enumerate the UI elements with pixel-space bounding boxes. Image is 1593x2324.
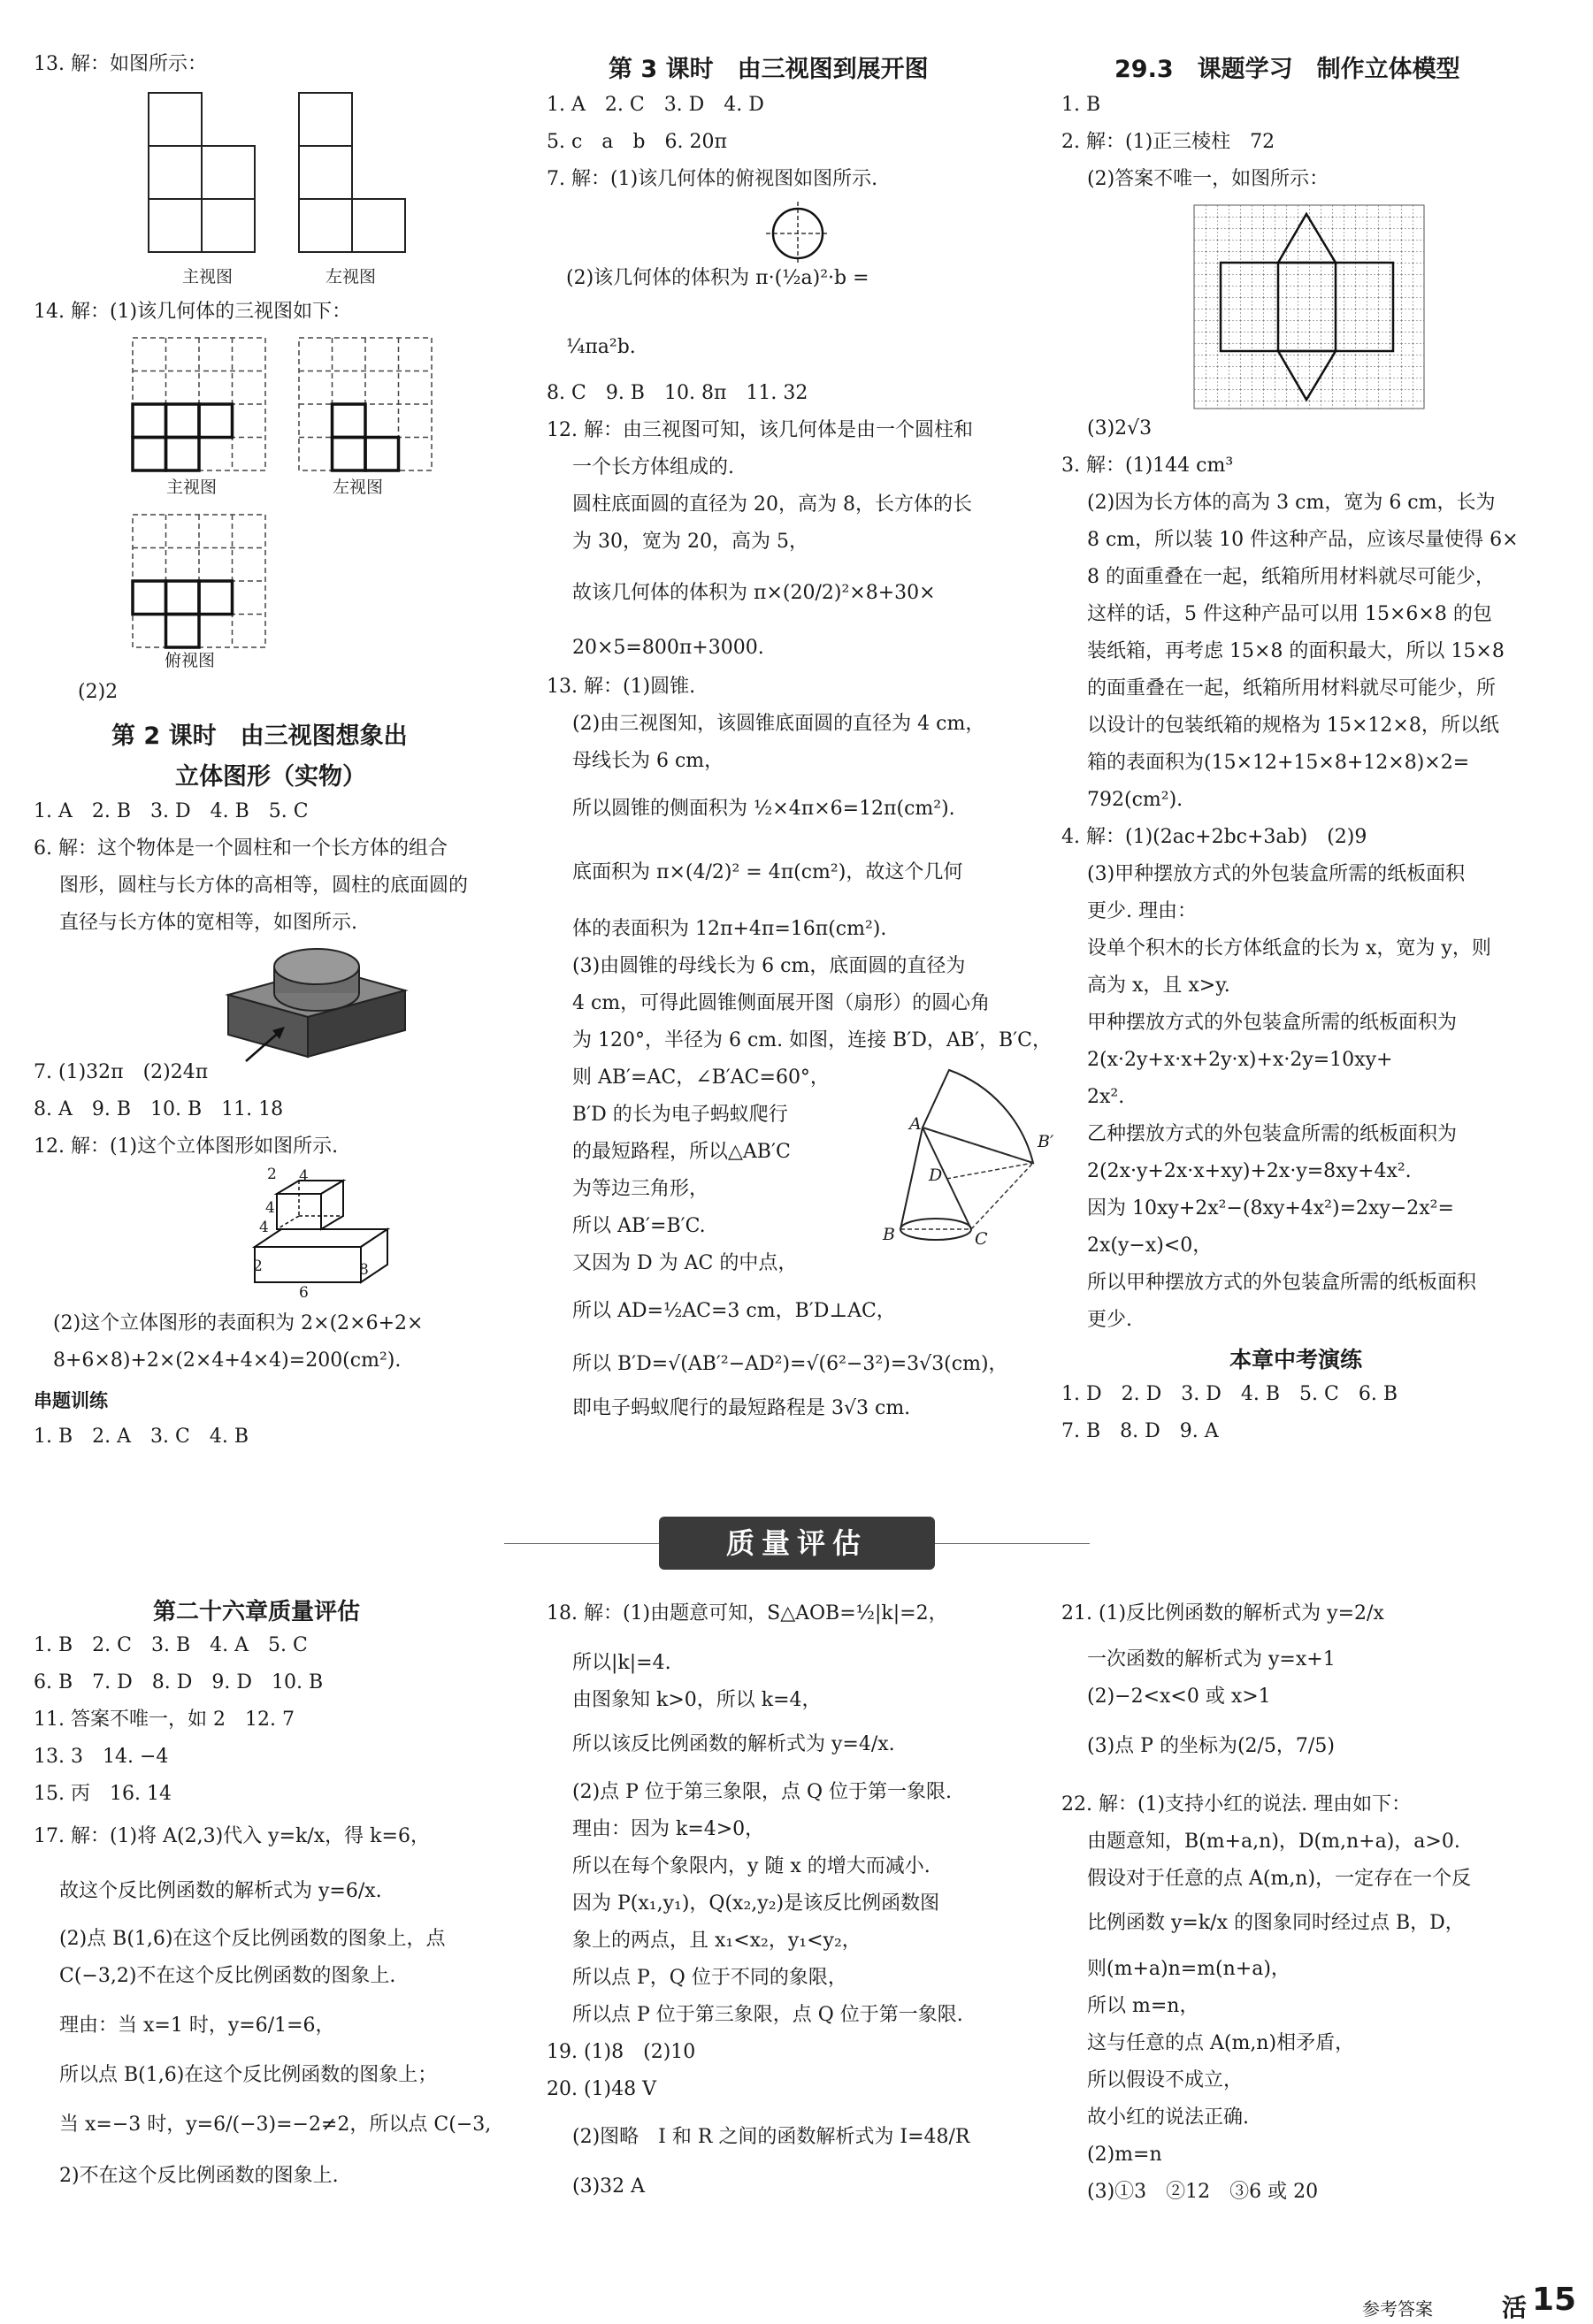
answer-line: 的面重叠在一起，纸箱所用材料就尽可能少，所 [1061, 677, 1496, 699]
column-2 [547, 0, 1054, 1468]
answer-line: 因为 10xy+2x²−(8xy+4x²)=2xy−2x²= [1061, 1197, 1454, 1219]
answer-line: 理由：当 x=1 时，y=6/1=6， [34, 2014, 335, 2037]
answer-line: (2)由三视图知，该圆锥底面圆的直径为 4 cm， [547, 713, 985, 735]
answer-line: 的最短路程，所以△AB′C [547, 1141, 791, 1163]
answer-line: 所以 AB′=B′C. [547, 1215, 706, 1237]
answer-line: 6. B 7. D 8. D 9. D 10. B [34, 1671, 324, 1693]
q13-figure [149, 93, 449, 270]
footer-brand: 活 [1502, 2293, 1528, 2322]
answer-line: 比例函数 y=k/x 的图象同时经过点 B，D， [1061, 1912, 1465, 1934]
answer-line: 所以点 B(1,6)在这个反比例函数的图象上； [34, 2064, 438, 2086]
answer-line: 1. B 2. C 3. B 4. A 5. C [34, 1634, 308, 1656]
answer-line: 2)不在这个反比例函数的图象上. [34, 2165, 339, 2187]
section-29-3-title: 29.3 课题学习 制作立体模型 [1114, 56, 1460, 83]
cylinder-box-figure [211, 942, 423, 1066]
answer-line: 假设对于任意的点 A(m,n)，一定存在一个反 [1061, 1868, 1472, 1890]
q14-figure-side [299, 338, 432, 470]
banner-rule-right [935, 1543, 1090, 1544]
answer-line: 8. A 9. B 10. B 11. 18 [34, 1098, 284, 1120]
lesson3-title: 第 3 课时 由三视图到展开图 [609, 56, 929, 83]
answer-line: (2)答案不唯一，如图所示： [1061, 168, 1329, 190]
answer-line: 即电子蚂蚁爬行的最短路程是 3√3 cm. [547, 1397, 911, 1419]
answer-line: 故该几何体的体积为 π×(20/2)²×8+30× [547, 582, 936, 604]
answer-line: 792(cm²). [1061, 789, 1183, 811]
cone-label-B-prime: B′ [1038, 1132, 1054, 1151]
answer-line: 为等边三角形， [547, 1178, 708, 1200]
answer-line: (2)−2<x<0 或 x>1 [1061, 1686, 1271, 1708]
answer-line: 则 AB′=AC，∠B′AC=60°， [547, 1066, 830, 1089]
answer-line: 一个长方体组成的. [547, 456, 734, 478]
chuanti-answers: 1. B 2. A 3. C 4. B [34, 1426, 249, 1448]
answer-line: 1. B [1061, 94, 1101, 116]
answer-line: 18. 解：(1)由题意可知，S△AOB=½|k|=2， [547, 1602, 948, 1625]
answer-line: 母线长为 6 cm， [547, 750, 724, 772]
answer-line: 圆柱底面圆的直径为 20，高为 8，长方体的长 [547, 493, 972, 516]
answer-line: 所以点 P，Q 位于不同的象限， [547, 1967, 847, 1989]
answer-line: B′D 的长为电子蚂蚁爬行 [547, 1104, 788, 1126]
answer-line: 因为 P(x₁,y₁)，Q(x₂,y₂)是该反比例函数图 [547, 1892, 940, 1915]
q12-stacked-figure [237, 1176, 405, 1300]
answer-line: (3)由圆锥的母线长为 6 cm，底面圆的直径为 [547, 955, 966, 977]
answer-line: 这样的话，5 件这种产品可以用 15×6×8 的包 [1061, 603, 1492, 625]
answer-line: (2)这个立体图形的表面积为 2×(2×6+2× [34, 1312, 424, 1334]
answer-line: 7. B 8. D 9. A [1061, 1420, 1219, 1442]
answer-line: 11. 答案不唯一，如 2 12. 7 [34, 1709, 295, 1731]
answer-line: (2)点 P 位于第三象限，点 Q 位于第一象限. [547, 1781, 952, 1803]
lesson2-title-line2: 立体图形（实物） [175, 763, 366, 791]
chuanti-heading: 串题训练 [34, 1390, 108, 1411]
answer-line: 2. 解：(1)正三棱柱 72 [1061, 131, 1275, 153]
answer-line: 12. 解：由三视图可知，该几何体是由一个圆柱和 [547, 419, 973, 441]
answer-line: 更少. 理由： [1061, 900, 1197, 922]
answer-line: 则(m+a)n=m(n+a)， [1061, 1958, 1290, 1980]
answer-line: 所以假设不成立， [1061, 2069, 1243, 2091]
cone-label-B: B [883, 1225, 895, 1244]
caption-14-top: 俯视图 [165, 651, 216, 670]
answer-line: 乙种摆放方式的外包装盒所需的纸板面积为 [1061, 1123, 1457, 1145]
answer-line: 图形，圆柱与长方体的高相等，圆柱的底面圆的 [34, 875, 468, 897]
answer-line: (2)图略 I 和 R 之间的函数解析式为 I=48/R [547, 2126, 970, 2148]
prism-net-figure [1194, 205, 1424, 409]
answer-line: 19. (1)8 (2)10 [547, 2041, 696, 2063]
answer-line: 故这个反比例函数的解析式为 y=6/x. [34, 1880, 382, 1902]
fig12-label: 4 [259, 1219, 269, 1236]
ch26-title: 第二十六章质量评估 [153, 1599, 361, 1625]
answer-line: ¼πa²b. [547, 336, 636, 358]
caption-14-front: 主视图 [166, 478, 218, 497]
answer-line: 4. 解：(1)(2ac+2bc+3ab) (2)9 [1061, 826, 1367, 848]
answer-line: 2(2x·y+2x·x+xy)+2x·y=8xy+4x². [1061, 1160, 1412, 1182]
answer-line: 2x(y−x)<0， [1061, 1235, 1213, 1257]
answer-line: 2(x·2y+x·x+2y·x)+x·2y=10xy+ [1061, 1049, 1393, 1071]
answer-line: (3)32 A [547, 2175, 646, 2198]
answer-line: (2)点 B(1,6)在这个反比例函数的图象上，点 [34, 1928, 446, 1950]
answer-line: 21. (1)反比例函数的解析式为 y=2/x [1061, 1602, 1384, 1625]
answer-line: 由图象知 k>0，所以 k=4， [547, 1689, 822, 1711]
answer-line: (3)2√3 [1061, 417, 1153, 440]
column-1 [34, 0, 529, 1468]
answer-line: 为 30，宽为 20，高为 5， [547, 531, 808, 553]
cone-label-D: D [929, 1166, 943, 1185]
answer-line: (2)因为长方体的高为 3 cm，宽为 6 cm，长为 [1061, 492, 1496, 514]
answer-line: (2)该几何体的体积为 π·(½a)²·b = [547, 267, 869, 289]
fig12-label: 8 [359, 1261, 369, 1279]
fig12-label: 2 [267, 1166, 277, 1183]
answer-line: 7. 解：(1)该几何体的俯视图如图所示. [547, 168, 878, 190]
top-view-circle [766, 202, 830, 265]
answer-line: 装纸箱，再考虑 15×8 的面积最大，所以 15×8 [1061, 640, 1505, 662]
answer-line: 8+6×8)+2×(2×4+4×4)=200(cm²). [34, 1349, 402, 1372]
answer-line: 1. A 2. B 3. D 4. B 5. C [34, 800, 309, 822]
ch26-column-1 [34, 1583, 529, 2237]
answer-line: 所以 m=n， [1061, 1995, 1199, 2017]
answer-line: 15. 丙 16. 14 [34, 1783, 172, 1805]
answer-line: 13. 3 14. −4 [34, 1746, 169, 1768]
answer-line: 所以点 P 位于第三象限，点 Q 位于第一象限. [547, 2004, 963, 2026]
answer-line: C(−3,2)不在这个反比例函数的图象上. [34, 1965, 396, 1987]
ch26-column-3 [1061, 1583, 1566, 2237]
answer-line: 17. 解：(1)将 A(2,3)代入 y=k/x，得 k=6， [34, 1825, 430, 1847]
answer-line: 当 x=−3 时，y=6/(−3)=−2≠2，所以点 C(−3, [34, 2114, 492, 2136]
answer-line: 这与任意的点 A(m,n)相矛盾， [1061, 2032, 1355, 2054]
answer-line: 以设计的包装纸箱的规格为 15×12×8，所以纸 [1061, 715, 1499, 737]
answer-line: 8. C 9. B 10. 8π 11. 32 [547, 382, 808, 404]
answer-line: (3)甲种摆放方式的外包装盒所需的纸板面积 [1061, 863, 1466, 885]
fig12-label: 4 [299, 1167, 309, 1185]
answer-line: 7. (1)32π (2)24π [34, 1061, 209, 1083]
answer-line: 22. 解：(1)支持小红的说法. 理由如下： [1061, 1793, 1412, 1816]
answer-line: 所以|k|=4. [547, 1652, 671, 1674]
answer-line: 所以 B′D=√(AB′²−AD²)=√(6²−3²)=3√3(cm)， [547, 1353, 1008, 1375]
answer-line: 所以甲种摆放方式的外包装盒所需的纸板面积 [1061, 1272, 1476, 1294]
answer-line: 设单个积木的长方体纸盒的长为 x，宽为 y，则 [1061, 937, 1491, 959]
answer-line: 由题意知，B(m+a,n)，D(m,n+a)，a>0. [1061, 1831, 1460, 1853]
answer-line: 12. 解：(1)这个立体图形如图所示. [34, 1135, 339, 1158]
answer-line: 所以圆锥的侧面积为 ½×4π×6=12π(cm²). [547, 798, 955, 820]
caption-14-side: 左视图 [333, 478, 384, 497]
caption-side-view: 左视图 [325, 267, 377, 287]
answer-line: 体的表面积为 12π+4π=16π(cm²). [547, 918, 887, 940]
answer-line: 1. D 2. D 3. D 4. B 5. C 6. B [1061, 1383, 1398, 1405]
column-3 [1061, 0, 1566, 1468]
q14-figure-top [133, 515, 265, 647]
answer-line: (3)①3 ②12 ③6 或 20 [1061, 2181, 1319, 2203]
answer-line: 5. c a b 6. 20π [547, 131, 727, 153]
answer-line: 6. 解：这个物体是一个圆柱和一个长方体的组合 [34, 837, 448, 860]
page-number: 15 [1532, 2282, 1577, 2318]
answer-line: 4 cm，可得此圆锥侧面展开图（扇形）的圆心角 [547, 992, 991, 1014]
cone-label-A: A [909, 1114, 922, 1134]
answer-line: 高为 x，且 x>y. [1061, 975, 1230, 997]
lesson2-title-line1: 第 2 课时 由三视图想象出 [111, 722, 408, 750]
answer-line: (2)m=n [1061, 2144, 1162, 2166]
q14-figure-front [133, 338, 265, 470]
answer-line: 甲种摆放方式的外包装盒所需的纸板面积为 [1061, 1012, 1457, 1034]
footer-label: 参考答案 [1362, 2298, 1433, 2320]
answer-line: 直径与长方体的宽相等，如图所示. [34, 912, 357, 934]
answer-line: 所以在每个象限内，y 随 x 的增大而减小. [547, 1855, 931, 1877]
cone-unfolding-figure [883, 1066, 1054, 1260]
answer-line: 更少. [1061, 1309, 1132, 1331]
answer-line: 底面积为 π×(4/2)² = 4π(cm²)，故这个几何 [547, 861, 963, 883]
answer-line: 13. 解：(1)圆锥. [547, 676, 696, 698]
answer-line: 20×5=800π+3000. [547, 637, 764, 659]
answer-line: 为 120°，半径为 6 cm. 如图，连接 B′D，AB′，B′C， [547, 1029, 1052, 1051]
answer-line: 8 的面重叠在一起，纸箱所用材料就尽可能少， [1061, 566, 1495, 588]
q14-part2: (2)2 [78, 681, 119, 703]
fig12-label: 6 [299, 1284, 309, 1302]
answer-line: 所以该反比例函数的解析式为 y=4/x. [547, 1733, 895, 1755]
answer-line: 一次函数的解析式为 y=x+1 [1061, 1648, 1336, 1670]
answer-line: 8 cm，所以装 10 件这种产品，应该尽量使得 6× [1061, 529, 1519, 551]
cone-label-C: C [975, 1229, 988, 1249]
exam-practice-title: 本章中考演练 [1229, 1347, 1363, 1372]
fig12-label: 4 [265, 1199, 275, 1217]
answer-line: (3)点 P 的坐标为(2/5，7/5) [1061, 1735, 1335, 1757]
answer-line: 20. (1)48 V [547, 2078, 657, 2100]
quality-assessment-banner: 质量评估 [659, 1517, 935, 1570]
answer-line: 3. 解：(1)144 cm³ [1061, 455, 1234, 477]
q14-text: 14. 解：(1)该几何体的三视图如下： [34, 301, 352, 323]
fig12-label: 2 [253, 1258, 263, 1275]
answer-line: 又因为 D 为 AC 的中点， [547, 1252, 798, 1274]
q13-text: 13. 解：如图所示： [34, 53, 207, 75]
answer-line: 理由：因为 k=4>0， [547, 1818, 765, 1840]
banner-rule-left [504, 1543, 659, 1544]
answer-line: 1. A 2. C 3. D 4. D [547, 94, 764, 116]
answer-line: 所以 AD=½AC=3 cm，B′D⊥AC， [547, 1300, 896, 1322]
answer-line: 2x². [1061, 1086, 1125, 1108]
caption-front-view: 主视图 [182, 267, 234, 287]
answer-line: 象上的两点，且 x₁<x₂，y₁<y₂， [547, 1930, 862, 1952]
answer-line: 故小红的说法正确. [1061, 2106, 1249, 2129]
ch26-column-2 [547, 1583, 1042, 2237]
answer-line: 箱的表面积为(15×12+15×8+12×8)×2= [1061, 752, 1470, 774]
